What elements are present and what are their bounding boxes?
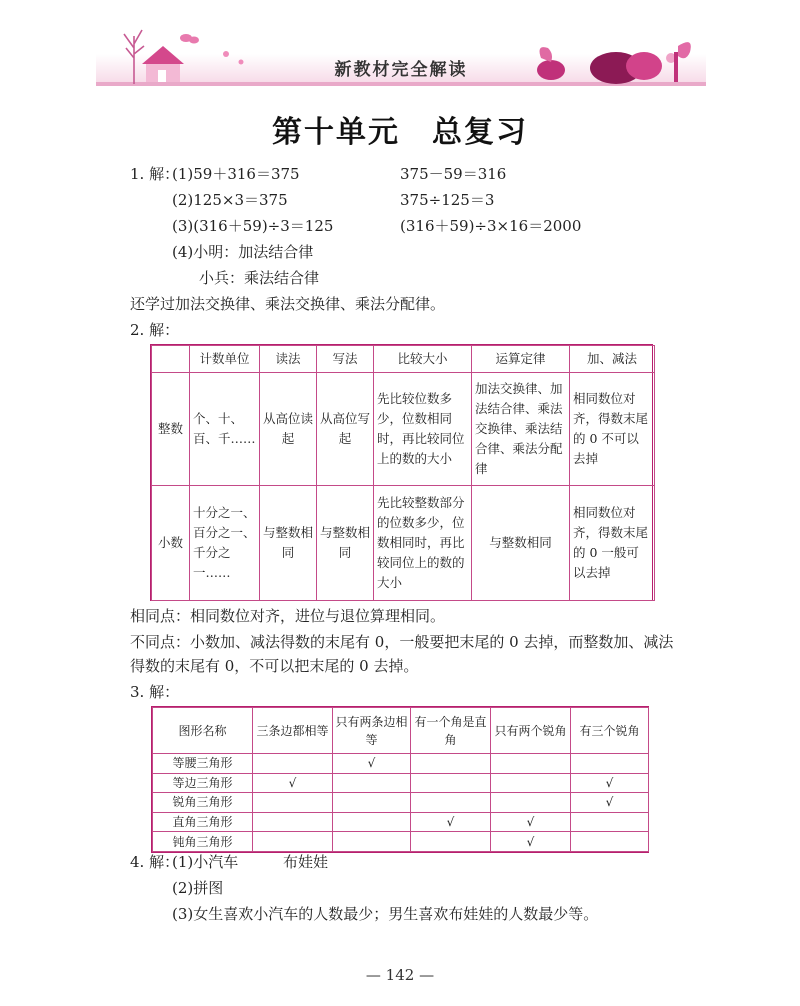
- check-cell: [253, 754, 333, 774]
- check-cell: [333, 773, 411, 793]
- table-header-row: [152, 346, 655, 373]
- laws-cell: 加法交换律、加法结合律、乘法交换律、乘法结合律、乘法分配律: [472, 373, 570, 486]
- write-cell: 与整数相同: [317, 486, 374, 601]
- header-cell: 三条边都相等: [253, 708, 333, 754]
- header-cell: 比较大小: [374, 346, 472, 373]
- header-cell: 只有两条边相等: [333, 708, 411, 754]
- header-cell: 运算定律: [472, 346, 570, 373]
- q2-diff-line2: 得数的末尾有 0，不可以把末尾的 0 去掉。: [130, 657, 419, 675]
- q4-line2: (2)拼图: [172, 879, 224, 897]
- read-cell: 与整数相同: [260, 486, 317, 601]
- q4-line1-b: 布娃娃: [283, 853, 329, 871]
- q1-line3-right: (316＋59)÷3×16＝2000: [400, 217, 582, 235]
- check-cell: [333, 832, 411, 852]
- table-row: [153, 832, 649, 852]
- q4-line1-a: (1)小汽车: [172, 853, 239, 871]
- check-cell: [571, 754, 649, 774]
- header-cell: 只有两个锐角: [491, 708, 571, 754]
- check-cell: [491, 773, 571, 793]
- q1-label: 1. 解：: [130, 165, 180, 183]
- triangle-classification-table: [151, 706, 649, 853]
- table-row: [153, 754, 649, 774]
- shape-name-cell: 直角三角形: [153, 812, 253, 832]
- check-cell: [411, 754, 491, 774]
- row-name-cell: 整数: [152, 373, 190, 486]
- check-cell: √: [411, 812, 491, 832]
- check-cell: [491, 754, 571, 774]
- addsub-cell: 相同数位对齐，得数末尾的 0 一般可以去掉: [570, 486, 655, 601]
- check-cell: [333, 812, 411, 832]
- table-row: [152, 373, 655, 486]
- q1-line1-left: (1)59＋316＝375: [172, 165, 300, 183]
- check-cell: [253, 793, 333, 813]
- check-cell: √: [571, 773, 649, 793]
- read-cell: 从高位读起: [260, 373, 317, 486]
- q1-extra: 还学过加法交换律、乘法交换律、乘法分配律。: [130, 295, 446, 313]
- table-row: [152, 486, 655, 601]
- laws-cell: 与整数相同: [472, 486, 570, 601]
- check-cell: [411, 793, 491, 813]
- q1-line2-right: 375÷125＝3: [400, 191, 495, 209]
- butterfly-icon: [180, 34, 199, 44]
- number-comparison-table: [150, 344, 653, 601]
- check-cell: √: [333, 754, 411, 774]
- shape-name-cell: 等边三角形: [153, 773, 253, 793]
- q4-label: 4. 解：: [130, 853, 180, 871]
- page-number: — 142 —: [365, 966, 435, 984]
- header-cell: 图形名称: [153, 708, 253, 754]
- check-cell: [253, 812, 333, 832]
- q2-diff-line1: 不同点：小数加、减法得数的末尾有 0，一般要把末尾的 0 去掉，而整数加、减法: [130, 633, 674, 651]
- q2-same: 相同点：相同数位对齐，进位与退位算理相同。: [130, 607, 446, 625]
- shape-name-cell: 等腰三角形: [153, 754, 253, 774]
- table-header-row: [153, 708, 649, 754]
- q1-line1-right: 375－59＝316: [400, 165, 507, 183]
- banner-title: 新教材完全解读: [334, 60, 468, 80]
- page-title: 第十单元 总复习: [272, 115, 528, 150]
- table-row: [153, 793, 649, 813]
- header-cell: [152, 346, 190, 373]
- q1-line3-left: (3)(316＋59)÷3＝125: [172, 217, 334, 235]
- addsub-cell: 相同数位对齐，得数末尾的 0 不可以去掉: [570, 373, 655, 486]
- check-cell: √: [491, 832, 571, 852]
- header-cell: 读法: [260, 346, 317, 373]
- shape-name-cell: 钝角三角形: [153, 832, 253, 852]
- q1-line2-left: (2)125×3＝375: [172, 191, 288, 209]
- q1-part4-b: 小兵：乘法结合律: [199, 269, 320, 287]
- header-banner: [96, 18, 706, 88]
- row-name-cell: 小数: [152, 486, 190, 601]
- check-cell: [411, 773, 491, 793]
- check-cell: [333, 793, 411, 813]
- table-row: [153, 773, 649, 793]
- unit-cell: 个、十、百、千……: [190, 373, 260, 486]
- header-cell: 写法: [317, 346, 374, 373]
- unit-cell: 十分之一、百分之一、千分之一……: [190, 486, 260, 601]
- shape-name-cell: 锐角三角形: [153, 793, 253, 813]
- header-cell: 有一个角是直角: [411, 708, 491, 754]
- compare-cell: 先比较位数多少，位数相同时，再比较同位上的数的大小: [374, 373, 472, 486]
- check-cell: [571, 812, 649, 832]
- check-cell: [571, 832, 649, 852]
- check-cell: √: [491, 812, 571, 832]
- header-cell: 有三个锐角: [571, 708, 649, 754]
- check-cell: √: [253, 773, 333, 793]
- header-cell: 加、减法: [570, 346, 655, 373]
- q3-label: 3. 解：: [130, 683, 180, 701]
- q2-label: 2. 解：: [130, 321, 180, 339]
- compare-cell: 先比较整数部分的位数多少，位数相同时，再比较同位上的数的大小: [374, 486, 472, 601]
- check-cell: [491, 793, 571, 813]
- q1-part4-a: (4)小明：加法结合律: [172, 243, 314, 261]
- check-cell: [253, 832, 333, 852]
- header-cell: 计数单位: [190, 346, 260, 373]
- check-cell: √: [571, 793, 649, 813]
- table-row: [153, 812, 649, 832]
- check-cell: [411, 832, 491, 852]
- q4-line3: (3)女生喜欢小汽车的人数最少；男生喜欢布娃娃的人数最少等。: [172, 905, 599, 923]
- write-cell: 从高位写起: [317, 373, 374, 486]
